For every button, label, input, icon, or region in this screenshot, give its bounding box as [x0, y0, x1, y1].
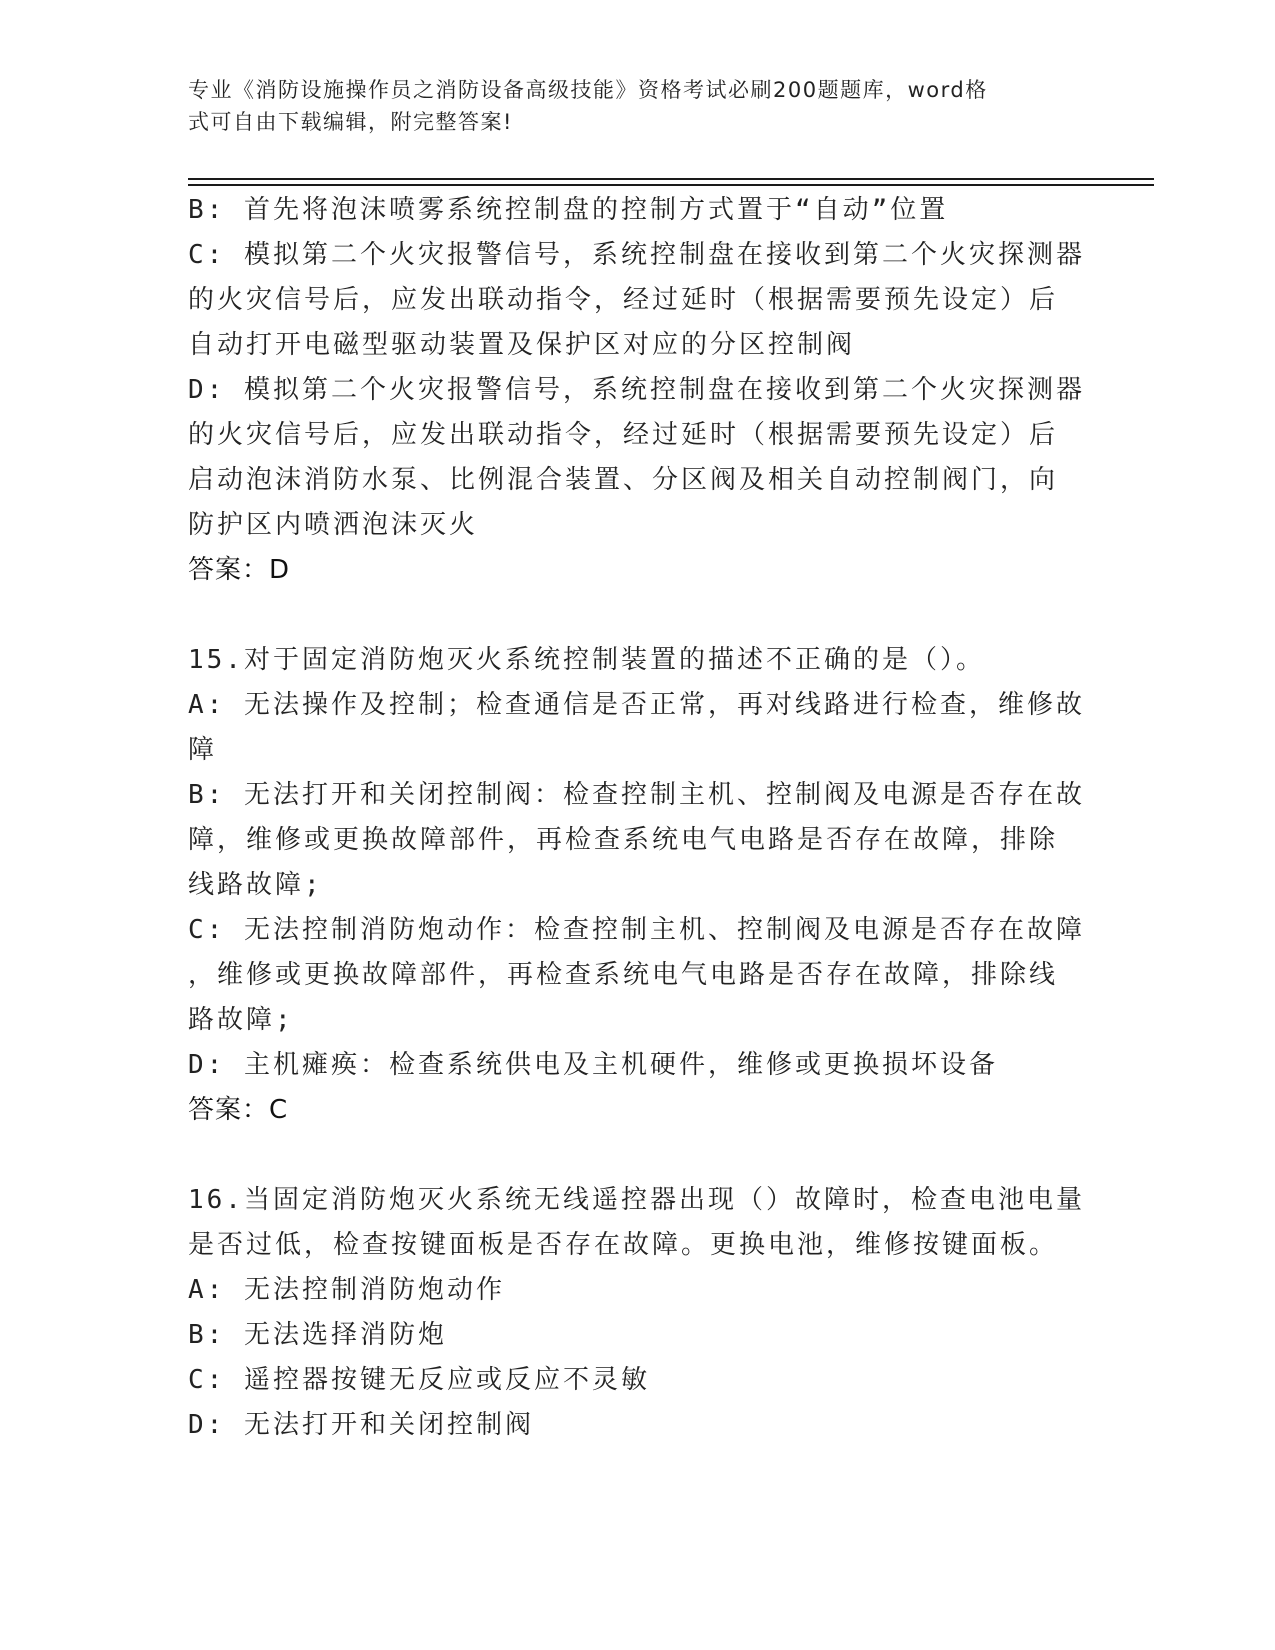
document-header — [188, 74, 1068, 138]
option-line: 的火灾信号后，应发出联动指令，经过延时（根据需要预先设定）后 — [188, 285, 1059, 315]
answer-line: 答案：C — [188, 1095, 289, 1125]
answer-line: 答案：D — [188, 555, 291, 585]
header-line-2: 式可自由下载编辑，附完整答案! — [188, 110, 513, 134]
option-line: A: 无法操作及控制；检查通信是否正常，再对线路进行检查，维修故 — [188, 690, 1085, 720]
option-line: D: 无法打开和关闭控制阀 — [188, 1410, 534, 1440]
option-line: B: 首先将泡沫喷雾系统控制盘的控制方式置于“自动”位置 — [188, 195, 949, 225]
option-line: 的火灾信号后，应发出联动指令，经过延时（根据需要预先设定）后 — [188, 420, 1059, 450]
option-line: 防护区内喷洒泡沫灭火 — [188, 510, 479, 540]
question-block-14 — [188, 188, 1088, 593]
question-stem: 是否过低，检查按键面板是否存在故障。更换电池，维修按键面板。 — [188, 1230, 1059, 1260]
header-rule-bottom — [188, 184, 1154, 186]
option-line: D: 主机瘫痪：检查系统供电及主机硬件，维修或更换损坏设备 — [188, 1050, 998, 1080]
option-line: 障，维修或更换故障部件，再检查系统电气电路是否存在故障，排除 — [188, 825, 1059, 855]
option-line: 自动打开电磁型驱动装置及保护区对应的分区控制阀 — [188, 330, 856, 360]
option-line: 障 — [188, 735, 218, 765]
header-rule-top — [188, 178, 1154, 180]
option-line: B: 无法选择消防炮 — [188, 1320, 447, 1350]
option-line: 启动泡沫消防水泵、比例混合装置、分区阀及相关自动控制阀门，向 — [188, 465, 1059, 495]
header-line-1: 专业《消防设施操作员之消防设备高级技能》资格考试必刷200题题库，word格 — [188, 78, 988, 102]
option-line: 路故障; — [188, 1005, 294, 1035]
question-stem: 15.对于固定消防炮灭火系统控制装置的描述不正确的是（）。 — [188, 645, 985, 675]
option-line: C: 模拟第二个火灾报警信号，系统控制盘在接收到第二个火灾探测器 — [188, 240, 1085, 270]
option-line: B: 无法打开和关闭控制阀：检查控制主机、控制阀及电源是否存在故 — [188, 780, 1085, 810]
option-line: ，维修或更换故障部件，再检查系统电气电路是否存在故障，排除线 — [188, 960, 1059, 990]
option-line: D: 模拟第二个火灾报警信号，系统控制盘在接收到第二个火灾探测器 — [188, 375, 1085, 405]
option-line: C: 遥控器按键无反应或反应不灵敏 — [188, 1365, 650, 1395]
block-spacer — [188, 593, 1088, 638]
question-block-16 — [188, 1178, 1088, 1448]
option-line: C: 无法控制消防炮动作：检查控制主机、控制阀及电源是否存在故障 — [188, 915, 1085, 945]
document-body — [188, 188, 1088, 1448]
option-line: A: 无法控制消防炮动作 — [188, 1275, 505, 1305]
block-spacer — [188, 1133, 1088, 1178]
option-line: 线路故障; — [188, 870, 323, 900]
question-block-15 — [188, 638, 1088, 1133]
question-stem: 16.当固定消防炮灭火系统无线遥控器出现（）故障时，检查电池电量 — [188, 1185, 1085, 1215]
